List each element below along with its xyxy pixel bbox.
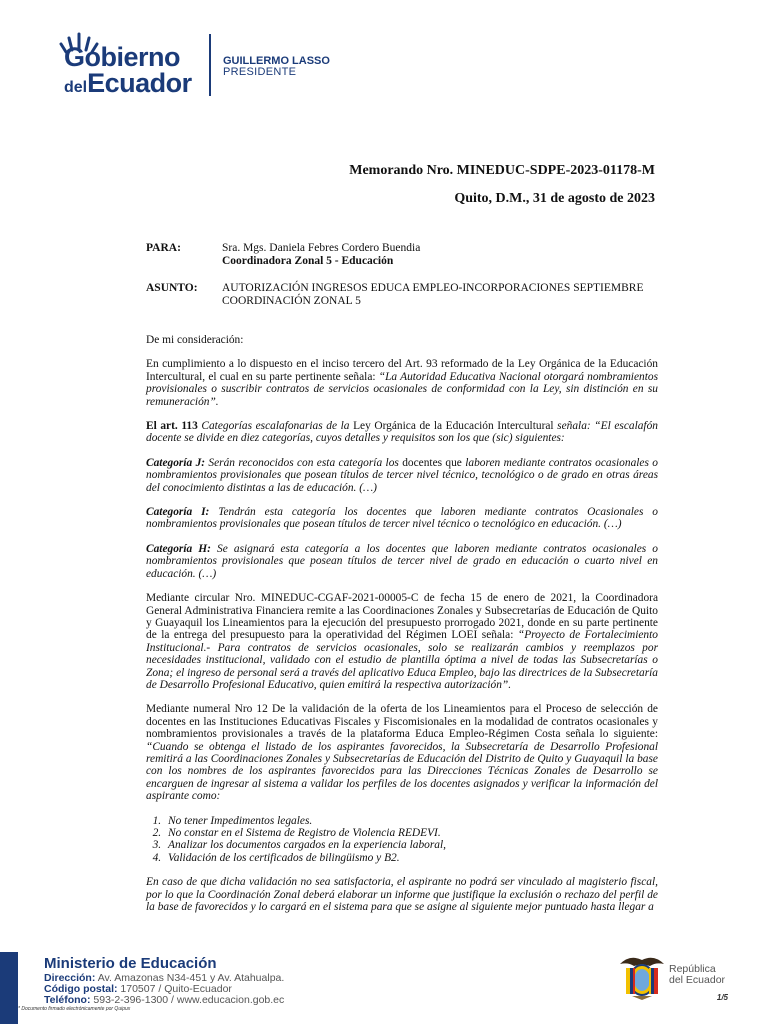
republica-line-1: República (669, 963, 716, 975)
footer-address-value: Av. Amazonas N34-451 y Av. Atahualpa. (95, 972, 285, 984)
logo-text-ecuador-word: Ecuador (87, 68, 192, 98)
category-h-label: Categoría H: (146, 542, 211, 555)
requirements-list (146, 815, 658, 865)
category-j-label: Categoría J: (146, 456, 206, 469)
paragraph-art93 (146, 358, 658, 408)
paragraph-art93-quote: “La Autoridad Educativa Nacional otorgará nombramientos provisionales o suscribir contratos de servicios ocasionales de conformidad con la Ley, sin distinción en su remuneración”. (146, 370, 659, 408)
header-divider (209, 34, 211, 96)
footer-address-label: Dirección: (44, 972, 96, 984)
para-recipient (222, 242, 662, 268)
list-item: 4. Validación de los certificados de bilingüismo y B2. (164, 852, 658, 864)
list-item: 1. No tener Impedimentos legales. (164, 815, 658, 827)
logo-text-ecuador (64, 70, 192, 101)
coat-of-arms-icon (616, 952, 668, 1002)
paragraph-circular (146, 592, 658, 691)
asunto-value (222, 282, 662, 308)
footer-phone (44, 995, 284, 1006)
para-recipient-role: Coordinadora Zonal 5 - Educación (222, 255, 394, 267)
page-number: 1/5 (716, 993, 728, 1002)
greeting: De mi consideración: (146, 334, 244, 346)
memo-date: Quito, D.M., 31 de agosto de 2023 (454, 191, 655, 206)
footer-accent-bar (0, 952, 18, 1024)
asunto-label: ASUNTO: (146, 282, 198, 294)
asunto-line-2: COORDINACIÓN ZONAL 5 (222, 295, 361, 307)
logo-text-del: del (64, 79, 88, 96)
paragraph-art93-text: En cumplimiento a lo dispuesto en el inciso tercero del Art. 93 reformado de la Ley Orgánica de la Educación Intercultural, el cual en su parte pertinente señala: (146, 358, 658, 383)
memo-body (146, 334, 658, 913)
art113-italic-1: Categorías escalafonarias de la (197, 420, 354, 433)
category-j (146, 457, 658, 494)
list-item: 2. No constar en el Sistema de Registro de Violencia REDEVI. (164, 827, 658, 839)
category-j-text-2: laboren mediante contratos ocasionales o nombramientos provisionales que posean títulos de tercer nivel técnico, tecnológico o de grado en otras áreas del conocimiento distintas a las de educación. (…) (146, 456, 658, 494)
paragraph-numeral-12-quote: “Cuando se obtenga el listado de los aspirantes favorecidos, la Subsecretaría de Desarrollo Profesional remitirá a las Coordinaciones Zonales y Subsecretarías de Educación del Distrito de Quito y Guayaquil la base con los nombres de los aspirantes favorecidos para las Direcciones Técnicas Zonales de Desarrollo se encarguen de ingresar al sistema a validar los perfiles de los docentes asignados y verificar la información del aspirante como: (146, 740, 658, 803)
paragraph-circular-text: Mediante circular Nro. MINEDUC-CGAF-2021-00005-C de fecha 15 de enero de 2021, la Coordinadora General Administrativa Financiera remite a las Coordinaciones Zonales y Subsecretarías de Educación de Quito y Guayaquil los Lineamientos para la ejecución del presupuesto prorrogado 2021, donde en su parte pertinente de la entrega del presupuesto para la operatividad del Régimen LOEI señala: (146, 592, 658, 642)
para-recipient-name: Sra. Mgs. Daniela Febres Cordero Buendia (222, 242, 421, 254)
category-i (146, 506, 658, 531)
category-j-text-1: Serán reconocidos con esta categoría los (205, 456, 403, 469)
paragraph-art113 (146, 420, 658, 445)
art113-italic-2: señala: “El escalafón docente se divide en diez categorías, cuyos detalles y requisitos son los que (sic) siguientes: (146, 420, 658, 445)
category-h (146, 543, 658, 580)
footer-phone-value: 593-2-396-1300 / www.educacion.gob.ec (90, 994, 285, 1006)
republica-del-ecuador (669, 964, 749, 986)
president-title: PRESIDENTE (223, 66, 297, 78)
footer-phone-label: Teléfono: (44, 994, 91, 1006)
footer-postal-value: 170507 / Quito-Ecuador (117, 983, 232, 995)
memo-number: Memorando Nro. MINEDUC-SDPE-2023-01178-M (349, 163, 655, 178)
art113-law-name: Ley Orgánica de la Educación Intercultural (353, 420, 554, 433)
ministry-name: Ministerio de Educación (44, 955, 217, 972)
signed-document-note: * Documento firmado electrónicamente por Quipux (18, 1006, 131, 1012)
para-label: PARA: (146, 242, 181, 254)
art113-label: El art. 113 (146, 420, 198, 433)
paragraph-validation: En caso de que dicha validación no sea satisfactoria, el aspirante no podrá ser vinculado al magisterio fiscal, por lo que la Coordinación Zonal deberá elaborar un informe que justifique la exclusión o rechazo del perfil de la base de favorecidos y lo cargará en el sistema para que se asigne al siguiente mejor puntuado hasta llegar a (146, 876, 658, 914)
asunto-line-1: AUTORIZACIÓN INGRESOS EDUCA EMPLEO-INCORPORACIONES SEPTIEMBRE (222, 282, 644, 294)
footer-postal-label: Código postal: (44, 983, 118, 995)
page-header (0, 0, 768, 120)
logo-text-gobierno: Gobierno (64, 42, 180, 72)
paragraph-numeral-12-text: Mediante numeral Nro 12 De la validación de la oferta de los Lineamientos para el Proceso de selección de docentes en las Instituciones Educativas Fiscales y Fiscomisionales en la modalidad de contratos ocasionales y nombramientos provisionales a través de la plataforma Educa Empleo-Régimen Costa señala lo siguiente: (146, 703, 658, 741)
category-i-label: Categoría I: (146, 506, 210, 519)
paragraph-circular-quote: “Proyecto de Fortalecimiento Institucional.- Para contratos de servicios ocasionales, solo se realizarán cambios y reemplazos por necesidades institucional, validado con el estudio de plantilla óptima a nivel de todas las Subsecretarías o Zona; el ingreso de personal será a través del aplicativo Educa Empleo, bajo las directrices de la Subsecretaría de Desarrollo Profesional Educativo, quien emitirá la respectiva autorización”. (146, 629, 658, 691)
category-h-text: Se asignará esta categoría a los docentes que laboren mediante contratos ocasionales o nombramientos provisionales que posean títulos de tercer nivel de grado en educación o cuarto nivel en educación. (…) (146, 542, 658, 580)
paragraph-numeral-12 (146, 703, 658, 802)
list-item: 3. Analizar los documentos cargados en la experiencia laboral, (164, 839, 658, 851)
category-j-normal: docentes que (402, 456, 462, 469)
president-name: GUILLERMO LASSO (223, 55, 330, 67)
republica-line-2: del Ecuador (669, 974, 726, 986)
category-i-text: Tendrán esta categoría los docentes que laboren mediante contratos Ocasionales o nombramientos provisionales que posean títulos de tercer nivel técnico o tecnológico en educación. (…) (146, 506, 658, 531)
